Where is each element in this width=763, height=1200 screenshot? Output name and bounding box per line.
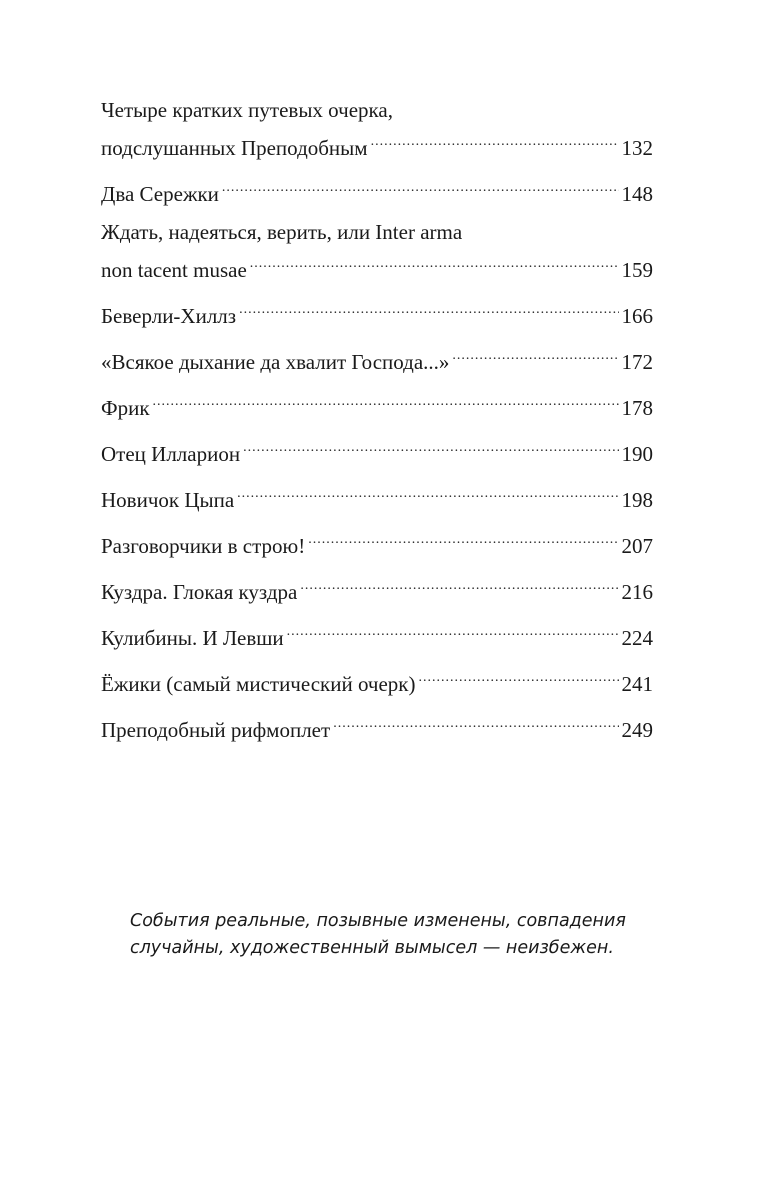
dot-leader — [419, 661, 619, 691]
toc-entry — [101, 707, 653, 745]
toc-entry-page: 159 — [621, 258, 653, 282]
toc-entry-title: Беверли-Хиллз — [101, 304, 237, 328]
disclaimer-line: События реальные, позывные изменены, совпадения — [130, 911, 626, 931]
toc-entry-title: Разговорчики в строю! — [101, 534, 306, 558]
dot-leader — [153, 385, 619, 415]
dot-leader — [222, 171, 619, 201]
dot-leader — [287, 615, 619, 645]
toc-entry-title: Новичок Цыпа — [101, 488, 235, 512]
toc-entry — [101, 385, 653, 423]
toc-entry-title: Отец Илларион — [101, 442, 241, 466]
toc-entry-title-line: Четыре кратких путевых очерка, — [101, 98, 393, 122]
toc-entry — [101, 339, 653, 377]
toc-entry — [101, 171, 653, 209]
toc-entry-page: 216 — [621, 580, 653, 604]
dot-leader — [250, 247, 619, 277]
toc-entry-page: 224 — [621, 626, 653, 650]
toc-entry — [101, 615, 653, 653]
toc-entry-page: 166 — [621, 304, 653, 328]
dot-leader — [452, 339, 618, 369]
toc-entry — [101, 217, 653, 285]
dot-leader — [237, 477, 618, 507]
toc-entry-title: Куздра. Глокая куздра — [101, 580, 298, 604]
dot-leader — [371, 125, 619, 155]
toc-entry-page: 241 — [621, 672, 653, 696]
toc-entry — [101, 477, 653, 515]
toc-entry — [101, 95, 653, 163]
dot-leader — [333, 707, 618, 737]
disclaimer-line: случайны, художественный вымысел — неизбежен. — [130, 938, 614, 958]
disclaimer-note — [130, 908, 690, 962]
toc-entry-page: 132 — [621, 136, 653, 160]
toc-entry-title: «Всякое дыхание да хвалит Господа...» — [101, 350, 450, 374]
table-of-contents — [101, 95, 653, 753]
toc-entry-title: non tacent musae — [101, 258, 247, 282]
toc-entry-title: Фрик — [101, 396, 150, 420]
toc-entry — [101, 293, 653, 331]
toc-entry — [101, 661, 653, 699]
toc-entry-title: Ёжики (самый мистический очерк) — [101, 672, 416, 696]
dot-leader — [243, 431, 618, 461]
toc-entry — [101, 523, 653, 561]
toc-entry — [101, 431, 653, 469]
toc-entry-page: 190 — [621, 442, 653, 466]
toc-entry-page: 207 — [621, 534, 653, 558]
toc-entry-title: Кулибины. И Левши — [101, 626, 284, 650]
toc-entry-page: 198 — [621, 488, 653, 512]
toc-entry-title: подслушанных Преподобным — [101, 136, 368, 160]
dot-leader — [308, 523, 618, 553]
toc-entry-page: 249 — [621, 718, 653, 742]
dot-leader — [300, 569, 618, 599]
toc-entry-title-line: Ждать, надеяться, верить, или Inter arma — [101, 220, 463, 244]
toc-entry-page: 178 — [621, 396, 653, 420]
toc-entry-page: 148 — [621, 182, 653, 206]
toc-entry-title: Два Сережки — [101, 182, 219, 206]
toc-entry-page: 172 — [621, 350, 653, 374]
toc-entry-title: Преподобный рифмоплет — [101, 718, 331, 742]
toc-entry — [101, 569, 653, 607]
dot-leader — [239, 293, 618, 323]
